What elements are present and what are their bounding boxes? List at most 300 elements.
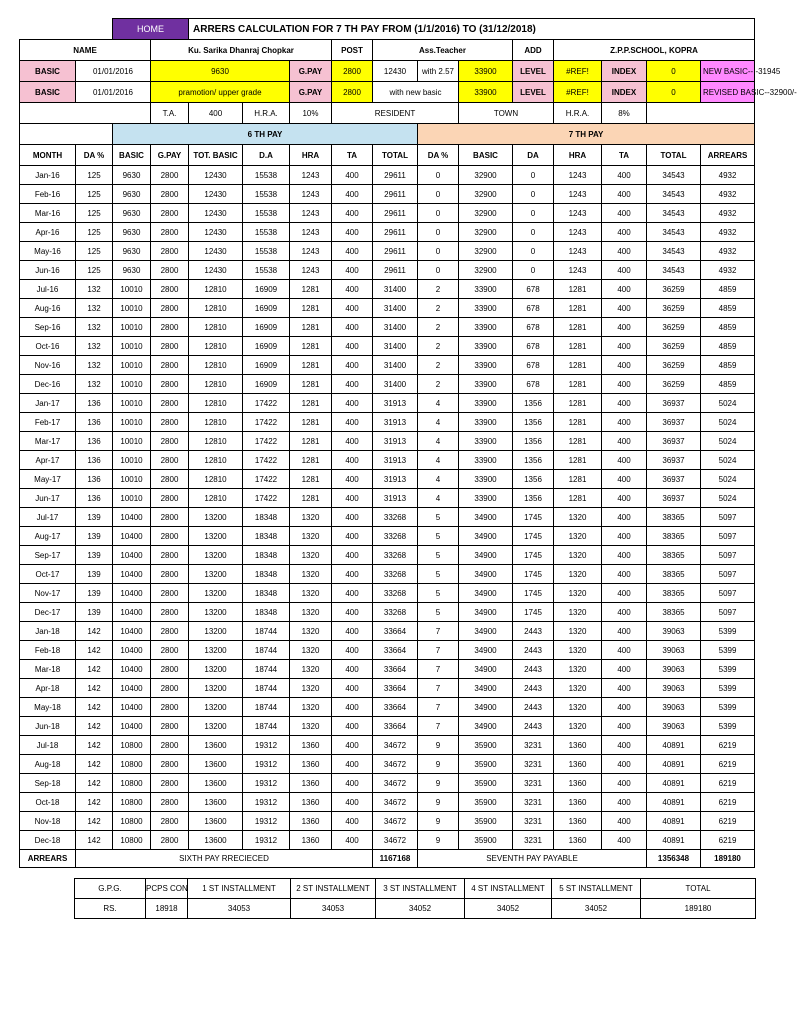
table-cell: 1356 [513,432,554,451]
table-cell: 400 [332,394,373,413]
table-cell: 400 [332,603,373,622]
table-cell: 19312 [243,812,290,831]
table-cell: 400 [602,204,647,223]
table-cell: 142 [76,698,113,717]
table-cell: 1320 [290,717,332,736]
table-cell: 31913 [373,470,418,489]
table-cell: 400 [602,185,647,204]
table-cell: 34900 [459,508,513,527]
column-header: DA % [418,145,459,166]
table-cell: 0 [513,166,554,185]
table-cell: 678 [513,280,554,299]
seventh-pay-payable: SEVENTH PAY PAYABLE [418,850,647,868]
table-cell: 36937 [647,470,701,489]
new-value: 33900 [459,82,513,103]
table-cell: 1320 [290,698,332,717]
table-cell: 2443 [513,717,554,736]
table-cell: 1281 [554,489,602,508]
table-cell: Oct-18 [20,793,76,812]
table-cell: Apr-18 [20,679,76,698]
level-value: #REF! [554,82,602,103]
seventh-pay-heading: 7 TH PAY [418,124,755,145]
table-cell: 400 [332,470,373,489]
table-cell: 2 [418,299,459,318]
table-cell: 4 [418,470,459,489]
table-cell: 19312 [243,736,290,755]
table-cell: 1320 [554,584,602,603]
table-cell: 2800 [151,698,189,717]
table-row [20,394,755,413]
table-cell: 400 [332,356,373,375]
table-cell: 2443 [513,641,554,660]
table-cell: 13200 [189,603,243,622]
table-cell: 1360 [290,831,332,850]
table-cell: 2800 [151,774,189,793]
table-cell: 34900 [459,641,513,660]
table-cell: 125 [76,166,113,185]
table-cell: 125 [76,185,113,204]
table-cell: 2800 [151,280,189,299]
table-cell: 34900 [459,717,513,736]
table-cell: 12430 [189,261,243,280]
table-cell: 9 [418,755,459,774]
table-cell: 5 [418,527,459,546]
table-cell: 15538 [243,204,290,223]
column-header: TOTAL [373,145,418,166]
table-cell: 15538 [243,223,290,242]
table-cell: Jul-17 [20,508,76,527]
table-cell: 12810 [189,337,243,356]
table-cell: 19312 [243,793,290,812]
table-cell: 0 [418,185,459,204]
post-value: Ass.Teacher [373,40,513,61]
table-cell: 1360 [290,793,332,812]
table-cell: 34543 [647,185,701,204]
table-cell: 400 [602,584,647,603]
table-cell: 33664 [373,717,418,736]
table-cell: 4932 [701,223,755,242]
column-header: HRA [290,145,332,166]
table-cell: 33664 [373,660,418,679]
table-cell: 400 [602,375,647,394]
table-cell: 142 [76,831,113,850]
table-cell: Nov-17 [20,584,76,603]
home-button[interactable]: HOME [113,19,189,40]
town-label: TOWN [459,103,554,124]
table-cell: 400 [602,432,647,451]
table-cell: 33664 [373,641,418,660]
table-cell: 1320 [290,527,332,546]
table-cell: 136 [76,470,113,489]
table-cell: 5024 [701,394,755,413]
basic-date: 01/01/2016 [76,82,151,103]
table-cell: 1360 [554,774,602,793]
table-cell: 1243 [290,223,332,242]
table-cell: 13200 [189,508,243,527]
table-cell: 29611 [373,204,418,223]
table-cell: 2800 [151,641,189,660]
table-cell: May-16 [20,242,76,261]
table-cell: 400 [602,489,647,508]
table-cell: 16909 [243,356,290,375]
gpay-value: 2800 [332,82,373,103]
table-cell: 5024 [701,413,755,432]
table-cell: 9 [418,774,459,793]
table-cell: 5399 [701,717,755,736]
table-cell: 33900 [459,337,513,356]
table-cell: 34900 [459,660,513,679]
table-row [20,679,755,698]
table-row [20,470,755,489]
table-cell: 136 [76,432,113,451]
table-cell: 400 [602,280,647,299]
table-cell: Feb-16 [20,185,76,204]
table-cell: 34900 [459,546,513,565]
column-header: TA [332,145,373,166]
table-cell: 2800 [151,622,189,641]
column-header: TOTAL [647,145,701,166]
table-cell: 10400 [113,546,151,565]
table-cell: 1320 [554,565,602,584]
table-cell: 0 [513,261,554,280]
table-cell: 33900 [459,375,513,394]
table-cell: 2800 [151,261,189,280]
table-cell: 32900 [459,223,513,242]
table-cell: 33900 [459,356,513,375]
table-cell: Feb-18 [20,641,76,660]
table-row [20,565,755,584]
table-cell: 12810 [189,356,243,375]
table-cell: 17422 [243,470,290,489]
column-header: HRA [554,145,602,166]
table-cell: 6219 [701,831,755,850]
table-cell: 1745 [513,527,554,546]
table-cell: 18744 [243,622,290,641]
blank-cell [20,19,113,40]
table-cell: 4859 [701,356,755,375]
sixth-pay-total: 1167168 [373,850,418,868]
table-cell: 132 [76,318,113,337]
table-cell: 13200 [189,546,243,565]
hra-value: 10% [290,103,332,124]
table-cell: 2800 [151,451,189,470]
table-cell: 31400 [373,299,418,318]
table-cell: 29611 [373,166,418,185]
table-cell: 2800 [151,413,189,432]
table-row [20,603,755,622]
table-cell: 32900 [459,204,513,223]
table-cell: 13200 [189,698,243,717]
table-cell: 34900 [459,565,513,584]
hra-label: H.R.A. [243,103,290,124]
table-cell: 1745 [513,603,554,622]
table-cell: 4 [418,489,459,508]
table-cell: 32900 [459,166,513,185]
table-cell: 12430 [189,185,243,204]
table-cell: 17422 [243,432,290,451]
column-header: MONTH [20,145,76,166]
table-cell: 29611 [373,261,418,280]
table-cell: 12810 [189,318,243,337]
table-row [20,812,755,831]
table-cell: 5399 [701,641,755,660]
table-cell: 10400 [113,679,151,698]
table-cell: 10010 [113,356,151,375]
table-cell: 1281 [554,337,602,356]
basic-label: BASIC [20,82,76,103]
table-cell: 400 [602,565,647,584]
table-cell: 33664 [373,622,418,641]
installment-header: TOTAL [641,879,756,899]
table-cell: 10800 [113,774,151,793]
table-row [20,717,755,736]
table-cell: 125 [76,261,113,280]
table-cell: 2800 [151,489,189,508]
table-cell: 1243 [554,242,602,261]
table-cell: 12430 [189,223,243,242]
table-cell: 1281 [290,356,332,375]
table-cell: 5097 [701,565,755,584]
total-basic: 12430 [373,61,418,82]
table-cell: 6219 [701,793,755,812]
table-cell: 1320 [554,660,602,679]
table-cell: 5097 [701,584,755,603]
table-cell: 13600 [189,793,243,812]
table-cell: 17422 [243,451,290,470]
table-cell: 36259 [647,375,701,394]
table-cell: 2800 [151,660,189,679]
blank-cell [20,124,113,145]
table-cell: 19312 [243,831,290,850]
installment-value: 18918 [146,899,188,919]
column-header: G.PAY [151,145,189,166]
table-cell: 400 [332,717,373,736]
table-cell: 5 [418,584,459,603]
table-cell: 12810 [189,470,243,489]
table-cell: 400 [332,337,373,356]
table-cell: 2800 [151,470,189,489]
basic-label: BASIC [20,61,76,82]
table-cell: 1320 [554,508,602,527]
table-cell: 1356 [513,470,554,489]
gpay-value: 2800 [332,61,373,82]
table-cell: 13200 [189,641,243,660]
table-cell: 10010 [113,375,151,394]
table-cell: 10800 [113,736,151,755]
table-cell: 34543 [647,223,701,242]
gpay-label: G.PAY [290,82,332,103]
table-cell: 400 [332,166,373,185]
table-cell: 15538 [243,242,290,261]
table-cell: 1320 [290,641,332,660]
table-cell: Jun-18 [20,717,76,736]
table-cell: Aug-17 [20,527,76,546]
table-cell: 18744 [243,717,290,736]
table-cell: 2800 [151,679,189,698]
table-cell: 400 [332,622,373,641]
table-cell: 39063 [647,679,701,698]
table-cell: 1243 [554,166,602,185]
table-cell: 1320 [554,641,602,660]
table-cell: 4859 [701,375,755,394]
table-cell: 1243 [290,204,332,223]
table-cell: 1745 [513,565,554,584]
table-cell: 132 [76,299,113,318]
table-cell: 678 [513,337,554,356]
table-cell: 142 [76,793,113,812]
table-cell: 1243 [554,261,602,280]
table-cell: 142 [76,736,113,755]
table-cell: 400 [602,717,647,736]
table-cell: 40891 [647,793,701,812]
table-cell: 10010 [113,470,151,489]
table-cell: 2 [418,356,459,375]
table-cell: 5024 [701,489,755,508]
table-cell: 125 [76,242,113,261]
table-cell: 2 [418,280,459,299]
table-cell: 1281 [290,470,332,489]
table-cell: 2800 [151,204,189,223]
level-label: LEVEL [513,82,554,103]
hra2-label: H.R.A. [554,103,602,124]
table-cell: 12430 [189,242,243,261]
table-cell: 1745 [513,546,554,565]
table-cell: 1281 [290,451,332,470]
installment-header: G.P.G. [75,879,146,899]
table-cell: 4932 [701,166,755,185]
table-cell: 4932 [701,242,755,261]
table-cell: 400 [332,584,373,603]
table-cell: 2800 [151,603,189,622]
table-cell: Jan-17 [20,394,76,413]
table-cell: Feb-17 [20,413,76,432]
table-row [20,185,755,204]
table-cell: 33900 [459,318,513,337]
table-cell: 16909 [243,337,290,356]
table-cell: Jun-16 [20,261,76,280]
table-cell: 5024 [701,432,755,451]
table-cell: 6219 [701,755,755,774]
table-cell: 0 [418,242,459,261]
table-row [20,641,755,660]
table-cell: 32900 [459,261,513,280]
table-cell: 13200 [189,565,243,584]
table-cell: Dec-18 [20,831,76,850]
table-cell: 9630 [113,204,151,223]
blank-cell [20,103,151,124]
table-cell: 1320 [290,679,332,698]
table-cell: 139 [76,565,113,584]
table-cell: 19312 [243,755,290,774]
table-cell: 18348 [243,546,290,565]
table-cell: 5399 [701,660,755,679]
table-cell: 2800 [151,527,189,546]
table-cell: 5 [418,508,459,527]
table-cell: 34543 [647,166,701,185]
table-cell: 33268 [373,546,418,565]
table-cell: 4859 [701,299,755,318]
table-cell: 5399 [701,698,755,717]
installment-header: 3 ST INSTALLMENT [376,879,465,899]
table-cell: 2800 [151,166,189,185]
table-cell: 36937 [647,489,701,508]
table-row [20,527,755,546]
table-cell: 5097 [701,527,755,546]
table-cell: Apr-17 [20,451,76,470]
table-cell: 400 [332,736,373,755]
table-cell: 400 [332,831,373,850]
table-row [20,546,755,565]
table-cell: 40891 [647,812,701,831]
table-cell: 1360 [554,736,602,755]
table-cell: 3231 [513,736,554,755]
installment-value: 189180 [641,899,756,919]
table-cell: 18348 [243,508,290,527]
table-cell: 34900 [459,603,513,622]
table-cell: 136 [76,451,113,470]
table-cell: 400 [602,812,647,831]
table-cell: Aug-16 [20,299,76,318]
table-cell: 400 [332,223,373,242]
table-cell: 2 [418,375,459,394]
table-cell: 400 [332,755,373,774]
table-cell: 400 [602,451,647,470]
table-cell: 9630 [113,242,151,261]
table-cell: 38365 [647,546,701,565]
table-cell: 31913 [373,394,418,413]
table-cell: 10010 [113,337,151,356]
table-cell: 18744 [243,698,290,717]
table-cell: 400 [332,242,373,261]
table-cell: 5399 [701,679,755,698]
table-cell: 3231 [513,774,554,793]
table-cell: 2800 [151,717,189,736]
table-cell: 1243 [290,166,332,185]
table-cell: Jul-18 [20,736,76,755]
table-cell: 9 [418,812,459,831]
table-cell: 400 [602,527,647,546]
table-cell: 1281 [554,413,602,432]
table-cell: 12810 [189,375,243,394]
table-cell: 132 [76,356,113,375]
table-cell: 2800 [151,299,189,318]
table-cell: 10800 [113,755,151,774]
table-cell: 0 [513,223,554,242]
table-cell: 4859 [701,337,755,356]
table-row [20,755,755,774]
table-cell: 34900 [459,622,513,641]
table-cell: 10400 [113,603,151,622]
table-cell: 678 [513,375,554,394]
table-cell: 32900 [459,185,513,204]
table-cell: 4859 [701,280,755,299]
table-cell: 9630 [113,261,151,280]
table-cell: 142 [76,774,113,793]
table-cell: 18744 [243,660,290,679]
table-row [20,280,755,299]
table-cell: 1320 [554,698,602,717]
table-cell: 2443 [513,679,554,698]
table-cell: 400 [602,641,647,660]
table-cell: 36259 [647,337,701,356]
column-header: D.A [243,145,290,166]
table-cell: 33900 [459,470,513,489]
table-cell: 400 [332,261,373,280]
table-cell: Sep-18 [20,774,76,793]
table-cell: 34900 [459,584,513,603]
table-cell: 678 [513,318,554,337]
table-cell: 1281 [554,470,602,489]
